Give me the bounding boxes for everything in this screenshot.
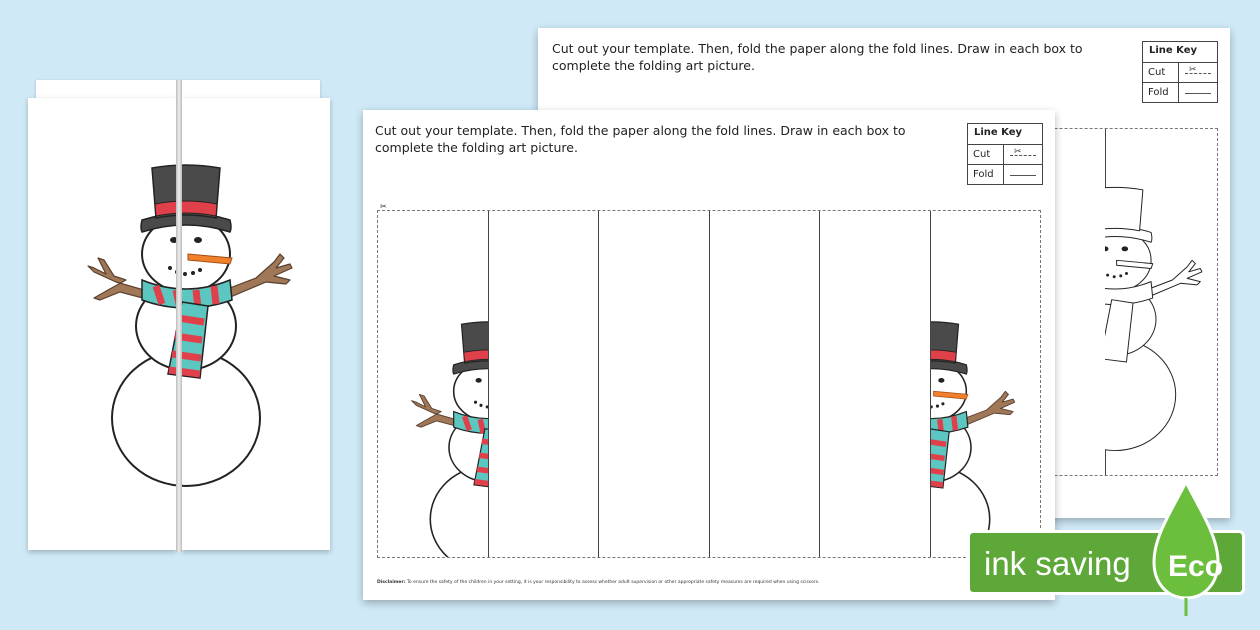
template-cut-area — [377, 210, 1041, 558]
worksheet-instructions: Cut out your template. Then, fold the paper along the fold lines. Draw in each box to complete the folding art picture. — [375, 123, 906, 155]
fold-line-5 — [930, 211, 931, 557]
fold-line-sample — [1010, 175, 1036, 176]
line-key — [1142, 41, 1218, 103]
disclaimer — [377, 580, 820, 585]
line-key-cut-label: Cut — [1143, 63, 1179, 82]
line-key-cut-row — [968, 145, 1042, 165]
scissors-icon: ✂ — [1189, 65, 1197, 75]
line-key-fold-label: Fold — [968, 165, 1004, 184]
disclaimer-label: Disclaimer: — [377, 580, 406, 585]
line-key-title: Line Key — [1143, 42, 1217, 63]
cut-line-sample — [1010, 155, 1036, 156]
line-key-cut-row — [1143, 63, 1217, 83]
worksheet-instructions: Cut out your template. Then, fold the paper along the fold lines. Draw in each box to complete the folding art picture. — [552, 41, 1083, 73]
disclaimer-text: To ensure the safety of the children in your setting, it is your responsibility to assess whether adult supervision or other appropriate safety measures are required when using scissors. — [406, 580, 820, 585]
line-key — [967, 123, 1043, 185]
line-key-fold-row — [968, 165, 1042, 184]
line-key-cut-label: Cut — [968, 145, 1004, 164]
line-key-fold-row — [1143, 83, 1217, 102]
fold-line-1 — [488, 211, 489, 557]
fold-line-3 — [709, 211, 710, 557]
leaf-icon — [1150, 480, 1222, 618]
cut-line-sample — [1185, 73, 1211, 74]
scissors-icon: ✂ — [380, 202, 387, 211]
fold-line-sample — [1185, 93, 1211, 94]
folded-art-model — [28, 80, 330, 552]
snowman-right-half-image — [930, 211, 1040, 557]
line-key-title: Line Key — [968, 124, 1042, 145]
line-key-fold-label: Fold — [1143, 83, 1179, 102]
snowman-left-half-image — [378, 211, 488, 557]
eco-label: Eco — [1168, 550, 1224, 583]
fold-line-2 — [598, 211, 599, 557]
snowman-outline-image — [1105, 129, 1217, 475]
fold-crease — [176, 80, 182, 552]
fold-line-4 — [819, 211, 820, 557]
scissors-icon: ✂ — [1014, 147, 1022, 157]
ink-saving-label: ink saving — [984, 545, 1131, 582]
worksheet-front — [363, 110, 1055, 600]
